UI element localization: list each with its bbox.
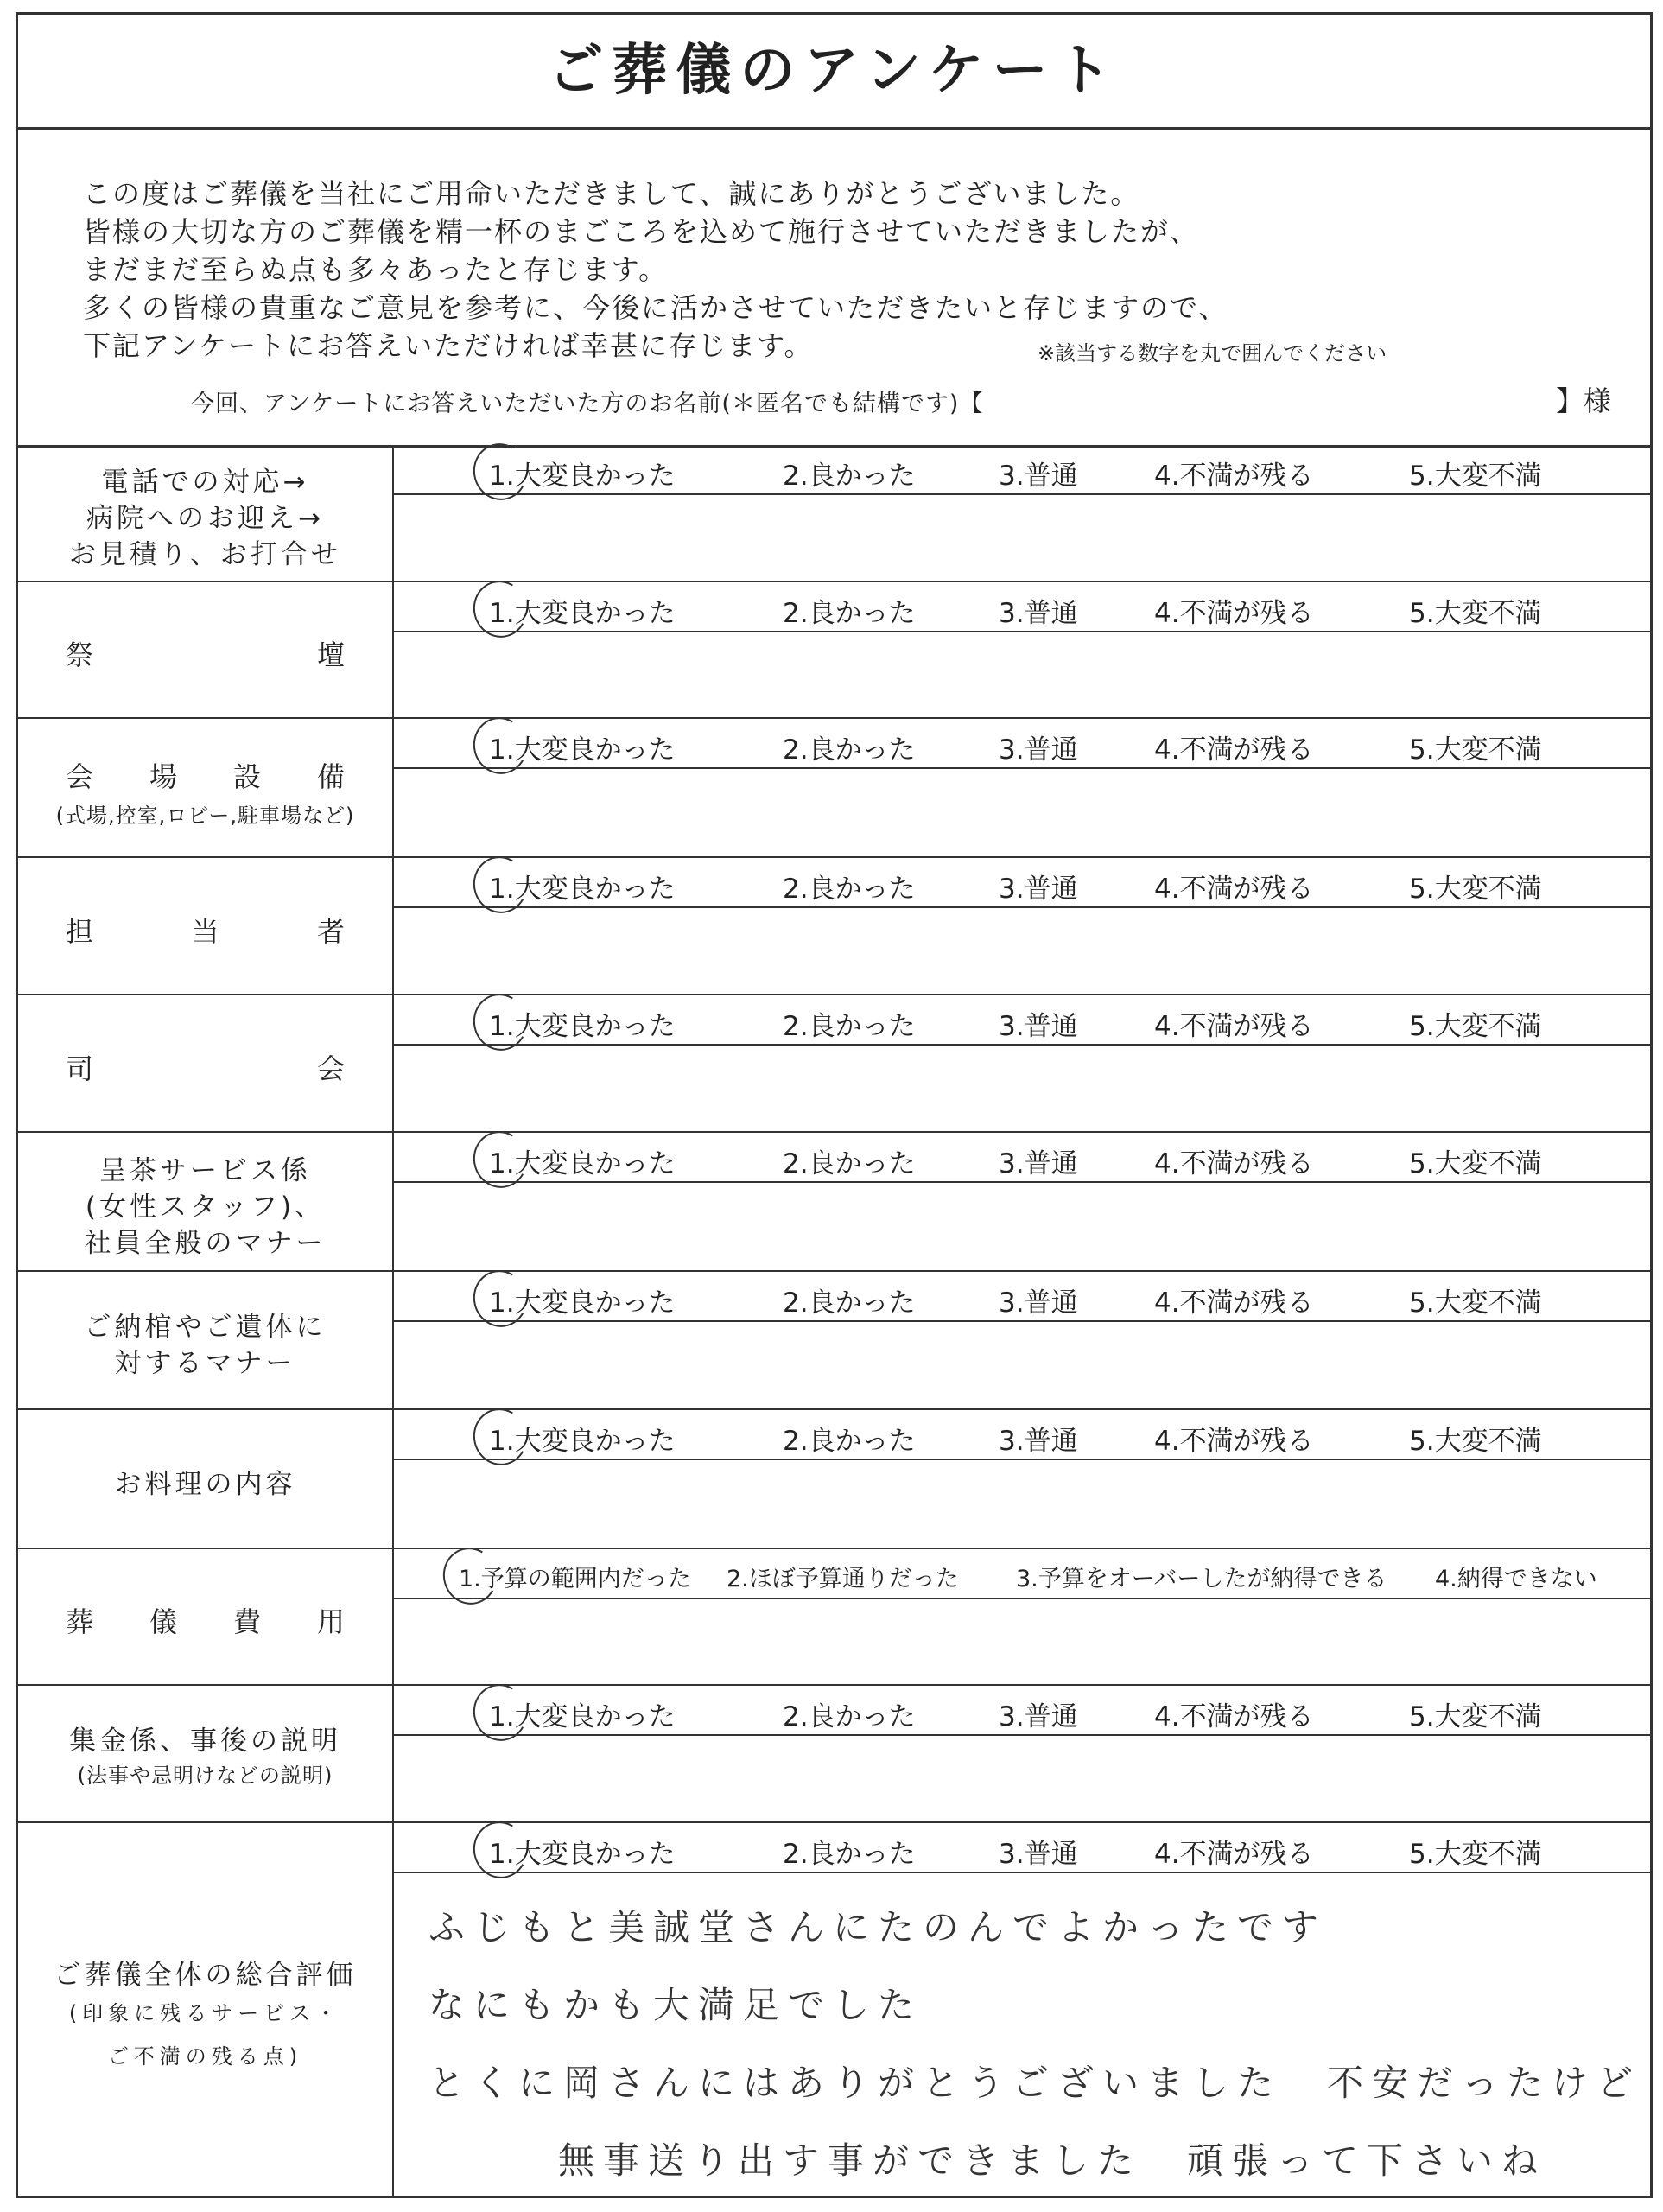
rating-row (18, 858, 1650, 995)
comment-line: なにもかも大満足でした (428, 1984, 924, 2026)
rating-options (394, 1133, 1650, 1183)
name-suffix: 】様 (1556, 385, 1612, 417)
rating-option[interactable]: 5.大変不満 (1409, 734, 1542, 766)
label-char: 設 (232, 760, 261, 793)
selection-circle (467, 850, 534, 919)
rating-row (18, 1549, 1650, 1686)
selection-circle (437, 1541, 504, 1611)
selection-circle (467, 1402, 534, 1471)
rating-option[interactable]: 5.大変不満 (1409, 1287, 1542, 1319)
comment-line: 無事送り出す事ができました 頑張って下さいね (558, 2139, 1547, 2182)
intro-line: この度はご葬儀を当社にご用命いただきまして、誠にありがとうございました。 (83, 177, 1140, 210)
rating-option[interactable]: 1.大変良かった (489, 1701, 676, 1732)
selection-circle (467, 711, 534, 780)
rating-option[interactable]: 3.普通 (999, 461, 1078, 492)
selection-circle (467, 1264, 534, 1333)
instruction-note: ※該当する数字を丸で囲んでください (1038, 341, 1387, 365)
row-label (18, 1272, 394, 1408)
row-label-line: 社員全般のマナー (84, 1227, 327, 1259)
rating-row (18, 719, 1650, 858)
label-char: 費 (232, 1605, 261, 1638)
rating-options (394, 1823, 1650, 1873)
rating-option[interactable]: 1.大変良かった (489, 1839, 676, 1870)
rating-option[interactable]: 4.不満が残る (1154, 461, 1314, 492)
rating-option[interactable]: 3.普通 (999, 1701, 1078, 1732)
rating-row (18, 1823, 1650, 2198)
row-label-line: 病院へのお迎え→ (86, 502, 324, 534)
row-label-line: ご葬儀全体の総合評価 (54, 1960, 357, 1991)
rating-option[interactable]: 5.大変不満 (1409, 874, 1542, 905)
intro-line: 下記アンケートにお答えいただければ幸甚に存じます。 (83, 329, 814, 362)
rating-row (18, 995, 1650, 1133)
rating-options (394, 582, 1650, 632)
label-char: 担 (66, 914, 94, 948)
rating-row (18, 1272, 1650, 1410)
rating-option[interactable]: 5.大変不満 (1409, 598, 1542, 629)
rating-options (394, 1686, 1650, 1736)
rating-option[interactable]: 3.普通 (999, 1287, 1078, 1319)
label-char: 用 (316, 1605, 345, 1638)
rating-option[interactable]: 3.普通 (999, 874, 1078, 905)
rating-option[interactable]: 1.大変良かった (489, 1287, 676, 1319)
rating-option[interactable]: 4.不満が残る (1154, 734, 1314, 766)
row-label (18, 1133, 394, 1270)
rating-options (394, 445, 1650, 495)
row-label (18, 995, 394, 1131)
rating-option[interactable]: 2.良かった (783, 1701, 916, 1732)
comment-line: とくに岡さんにはありがとうございました 不安だったけど (428, 2062, 1642, 2104)
rating-option[interactable]: 1.大変良かった (489, 734, 676, 766)
rating-option[interactable]: 4.不満が残る (1154, 1701, 1314, 1732)
row-label-spread (66, 910, 345, 950)
rating-option[interactable]: 2.良かった (783, 1011, 916, 1042)
rating-option[interactable]: 2.良かった (783, 598, 916, 629)
row-label-line: (女性スタッフ)、 (85, 1191, 326, 1223)
rating-option[interactable]: 3.普通 (999, 1148, 1078, 1179)
intro-line: まだまだ至らぬ点も多々あったと存じます。 (83, 253, 669, 286)
rating-option[interactable]: 4.不満が残る (1154, 874, 1314, 905)
rating-option[interactable]: 4.納得できない (1435, 1566, 1597, 1592)
rating-option[interactable]: 2.良かった (783, 1148, 916, 1179)
selection-circle (467, 1678, 534, 1747)
row-label-spread (66, 1600, 345, 1640)
rating-option[interactable]: 4.不満が残る (1154, 1011, 1314, 1042)
rating-options (394, 1549, 1650, 1599)
rating-option[interactable]: 1.予算の範囲内だった (459, 1566, 691, 1592)
rating-options (394, 1272, 1650, 1322)
rating-option[interactable]: 2.良かった (783, 1287, 916, 1319)
rating-row (18, 445, 1650, 582)
intro-line: 皆様の大切な方のご葬儀を精一杯のまごころを込めて施行させていただきましたが、 (83, 215, 1200, 248)
selection-circle (467, 1125, 534, 1194)
selection-circle (467, 575, 534, 644)
label-char: 葬 (66, 1605, 94, 1638)
label-char: 備 (316, 760, 345, 793)
rating-option[interactable]: 2.良かった (783, 461, 916, 492)
rating-option[interactable]: 2.良かった (783, 874, 916, 905)
row-label (18, 719, 394, 856)
rating-row (18, 1133, 1650, 1272)
rating-option[interactable]: 5.大変不満 (1409, 1148, 1542, 1179)
label-char: 壇 (316, 639, 345, 671)
row-label-line: お料理の内容 (114, 1468, 296, 1500)
label-char: 会 (66, 760, 94, 793)
row-label (18, 445, 394, 581)
page-title: ご葬儀のアンケート (18, 15, 1650, 130)
label-char: 者 (316, 914, 345, 948)
label-char: 祭 (66, 639, 94, 671)
row-label-sub: (式場,控室,ロビー,駐車場など) (55, 804, 355, 828)
label-char: 儀 (149, 1605, 177, 1638)
intro-section (18, 127, 1650, 448)
rating-option[interactable]: 2.良かった (783, 1839, 916, 1870)
row-label-line: ご納棺やご遺体に (84, 1312, 327, 1343)
row-label-spread (66, 1047, 345, 1087)
row-label (18, 1549, 394, 1684)
rating-option[interactable]: 5.大変不満 (1409, 1839, 1542, 1870)
row-label-line: 電話での対応→ (101, 466, 309, 498)
row-label-spread (66, 755, 345, 795)
label-char: 場 (149, 760, 177, 793)
rating-option[interactable]: 4.不満が残る (1154, 1148, 1314, 1179)
selection-circle (467, 988, 534, 1057)
rating-option[interactable]: 5.大変不満 (1409, 1426, 1542, 1457)
rating-option[interactable]: 3.予算をオーバーしたが納得できる (1016, 1566, 1387, 1592)
row-label (18, 1686, 394, 1821)
rating-option[interactable]: 4.不満が残る (1154, 1426, 1314, 1457)
row-label-spread (66, 633, 345, 673)
rating-option[interactable]: 2.ほぼ予算通りだった (727, 1566, 959, 1592)
label-char: 司 (66, 1052, 94, 1085)
row-label-line: お見積り、お打合せ (69, 538, 341, 570)
row-label (18, 582, 394, 717)
rating-option[interactable]: 4.不満が残る (1154, 1839, 1314, 1870)
rating-option[interactable]: 4.不満が残る (1154, 598, 1314, 629)
row-label-line: 集金係、事後の説明 (69, 1725, 341, 1757)
rating-option[interactable]: 3.普通 (999, 1011, 1078, 1042)
row-label-sub: (法事や忌明けなどの説明) (77, 1763, 333, 1788)
rating-option[interactable]: 3.普通 (999, 598, 1078, 629)
rating-option[interactable]: 5.大変不満 (1409, 1701, 1542, 1732)
rating-option[interactable]: 4.不満が残る (1154, 1287, 1314, 1319)
rating-options (394, 858, 1650, 908)
handwritten-comment (394, 1873, 1650, 2198)
label-char: 会 (316, 1052, 345, 1085)
rating-options (394, 1410, 1650, 1460)
rating-option[interactable]: 2.良かった (783, 734, 916, 766)
row-label-line: 呈茶サービス係 (99, 1154, 311, 1186)
intro-line: 多くの皆様の貴重なご意見を参考に、今後に活かさせていただきたいと存じますので、 (83, 291, 1228, 324)
rating-option[interactable]: 1.大変良かった (489, 1426, 676, 1457)
comment-line: ふじもと美誠堂さんにたのんでよかったです (428, 1906, 1328, 1948)
rating-option[interactable]: 3.普通 (999, 1426, 1078, 1457)
row-label (18, 858, 394, 994)
row-label (18, 1823, 394, 2198)
row-label-sub: (印象に残るサービス・ (68, 2001, 342, 2025)
rating-option[interactable]: 1.大変良かった (489, 598, 676, 629)
row-label (18, 1410, 394, 1548)
rating-option[interactable]: 3.普通 (999, 734, 1078, 766)
name-prompt: 今回、アンケートにお答えいただいた方のお名前(＊匿名でも結構です)【 (191, 391, 984, 417)
rating-option[interactable]: 1.大変良かった (489, 1148, 676, 1179)
selection-circle (467, 437, 534, 506)
rating-option[interactable]: 5.大変不満 (1409, 1011, 1542, 1042)
rating-row (18, 1410, 1650, 1549)
rating-option[interactable]: 1.大変良かった (489, 1011, 676, 1042)
row-label-line: 対するマナー (114, 1348, 296, 1379)
rating-option[interactable]: 2.良かった (783, 1426, 916, 1457)
rating-option[interactable]: 5.大変不満 (1409, 461, 1542, 492)
rating-row (18, 582, 1650, 719)
rating-option[interactable]: 1.大変良かった (489, 461, 676, 492)
rating-options (394, 995, 1650, 1046)
row-label-sub: ご不満の残る点) (107, 2044, 303, 2069)
rating-option[interactable]: 3.普通 (999, 1839, 1078, 1870)
survey-sheet (16, 12, 1653, 2198)
rating-options (394, 719, 1650, 769)
rating-option[interactable]: 1.大変良かった (489, 874, 676, 905)
label-char: 当 (191, 914, 219, 948)
rating-row (18, 1686, 1650, 1823)
